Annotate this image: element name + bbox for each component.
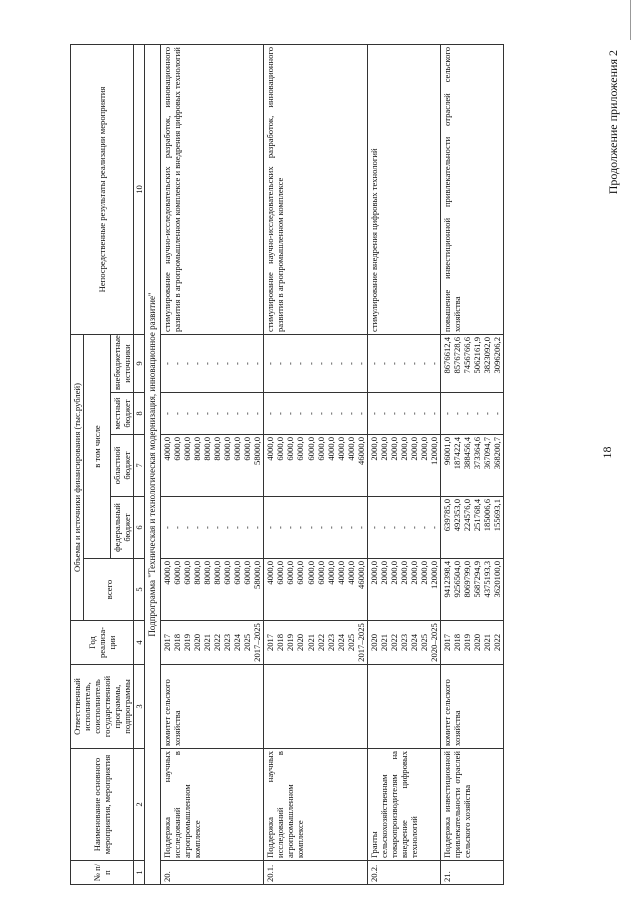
cell-line: - [252, 526, 263, 529]
cell-line: - [212, 412, 223, 415]
cell-line: 12000,0 [429, 561, 440, 589]
cell-line: - [285, 412, 296, 415]
cell-line: 2018 [452, 633, 463, 652]
cell-line: - [305, 526, 316, 529]
row-local [264, 393, 367, 435]
cell-line: 2023 [398, 633, 409, 652]
cell-line: - [191, 362, 202, 365]
cell-line: - [482, 412, 493, 415]
cell-line: 2000,0 [398, 561, 409, 585]
row-local [367, 393, 440, 435]
cell-line: 224576,0 [462, 499, 473, 532]
cell-line: - [429, 526, 440, 529]
cell-line: 2000,0 [378, 561, 389, 585]
cell-line: 2025 [345, 633, 356, 652]
cell-line: 6000,0 [222, 561, 233, 585]
cell-line: 8676612,4 [442, 336, 453, 374]
cell-line: 2018 [171, 633, 182, 652]
cell-line: - [442, 412, 453, 415]
cell-line: - [161, 362, 172, 365]
header-local: местный бюджет [111, 393, 134, 435]
cell-line: 5687294,9 [472, 561, 483, 598]
cell-line: 6000,0 [305, 561, 316, 585]
column-number: 7 [134, 435, 145, 497]
cell-line: 2022 [212, 633, 223, 652]
cell-line: 3620100,0 [492, 561, 503, 598]
cell-line: 46000,0 [355, 437, 366, 465]
cell-line: - [378, 526, 389, 529]
cell-line: - [232, 526, 243, 529]
cell-line: 4000,0 [335, 561, 346, 585]
header-results: Непосредственные результаты реализации мероприятия [71, 44, 134, 334]
column-number: 4 [134, 621, 145, 665]
funding-table [70, 44, 504, 885]
row-federal [264, 497, 367, 559]
cell-line: - [368, 362, 379, 365]
cell-line: 2018 [275, 633, 286, 652]
cell-line: - [305, 362, 316, 365]
row-result: стимулирование научно-исследовательских разработок, инновационного развития в агропромышленном комплексе и внедрения цифровых технологий [160, 44, 263, 334]
cell-line: 2022 [315, 633, 326, 652]
cell-line: - [398, 412, 409, 415]
row-years [160, 621, 263, 665]
cell-line: 2000,0 [408, 437, 419, 461]
cell-line: 8069799,0 [462, 561, 473, 598]
cell-line: 9256504,0 [452, 561, 463, 598]
cell-line: - [429, 412, 440, 415]
column-number: 2 [134, 749, 145, 861]
cell-line: - [408, 362, 419, 365]
cell-line: 2000,0 [378, 437, 389, 461]
row-extra [441, 334, 504, 392]
cell-line: 6000,0 [305, 437, 316, 461]
row-regional [160, 435, 263, 497]
cell-line: 2022 [492, 633, 503, 652]
cell-line: 2020 [295, 633, 306, 652]
cell-line: 8000,0 [202, 561, 213, 585]
cell-line: 2020 [191, 633, 202, 652]
cell-line: 2025 [419, 633, 430, 652]
cell-line: 2000,0 [388, 561, 399, 585]
cell-line: - [388, 412, 399, 415]
cell-line: 9412398,4 [442, 561, 453, 598]
row-name: Поддержка научных исследований в агропромышленном комплексе [264, 749, 367, 861]
cell-line: 6000,0 [285, 437, 296, 461]
cell-line: - [419, 412, 430, 415]
cell-line: 367094,7 [482, 437, 493, 470]
row-executor [367, 665, 440, 749]
cell-line: - [398, 526, 409, 529]
cell-line: - [378, 362, 389, 365]
cell-line: - [181, 362, 192, 365]
cell-line: 2019 [181, 633, 192, 652]
cell-line: - [202, 412, 213, 415]
row-name: Поддержка научных исследований в агропромышленном комплексе [160, 749, 263, 861]
cell-line: 2019 [285, 633, 296, 652]
row-years [441, 621, 504, 665]
cell-line: - [492, 412, 503, 415]
cell-line: - [212, 526, 223, 529]
cell-line: - [315, 526, 326, 529]
cell-line: 2021 [482, 633, 493, 652]
cell-line: 6000,0 [242, 561, 253, 585]
row-total [160, 559, 263, 621]
cell-line: 3823092,0 [482, 336, 493, 374]
row-regional [367, 435, 440, 497]
cell-line: 6000,0 [295, 561, 306, 585]
row-local [160, 393, 263, 435]
corner-rule [630, 0, 631, 40]
cell-line: 8576728,6 [452, 336, 463, 374]
subprogram-row [145, 44, 161, 884]
cell-line: - [355, 412, 366, 415]
cell-line: - [181, 526, 192, 529]
cell-line: - [345, 526, 356, 529]
cell-line: 2022 [388, 633, 399, 652]
cell-line: - [171, 412, 182, 415]
cell-line: 2017–2025 [355, 623, 366, 662]
cell-line: 2024 [335, 633, 346, 652]
cell-line: 12000,0 [429, 437, 440, 465]
cell-line: - [335, 412, 346, 415]
cell-line: - [368, 526, 379, 529]
cell-line: 2021 [305, 633, 316, 652]
cell-line: - [265, 526, 276, 529]
column-number: 9 [134, 334, 145, 392]
cell-line: 58000,0 [252, 437, 263, 465]
header-extra: внебюджетные источники [111, 334, 134, 392]
cell-line: 4000,0 [161, 437, 172, 461]
cell-line: 4000,0 [345, 437, 356, 461]
row-extra [367, 334, 440, 392]
row-extra [160, 334, 263, 392]
cell-line: 155693,1 [492, 499, 503, 532]
header-row-1 [71, 44, 84, 884]
cell-line: - [285, 526, 296, 529]
row-result: стимулирование внедрения цифровых технологий [367, 44, 440, 334]
cell-line: 2017–2025 [252, 623, 263, 662]
cell-line: 373364,6 [472, 437, 483, 470]
cell-line: 4000,0 [161, 561, 172, 585]
cell-line: 2024 [232, 633, 243, 652]
cell-line: - [419, 526, 430, 529]
cell-line: 6000,0 [275, 561, 286, 585]
cell-line: 639785,0 [442, 499, 453, 532]
table-row [160, 44, 263, 884]
cell-line: 58000,0 [252, 561, 263, 589]
header-funding: Объемы и источники финансирования (тыс.рублей) [71, 334, 84, 620]
table-row [367, 44, 440, 884]
cell-line: - [222, 526, 233, 529]
header-name: Наименование основного мероприятия, мероприятия [71, 749, 134, 861]
header-executor: Ответственный исполнитель, соисполнитель государственной программы, подпрограммы [71, 665, 134, 749]
cell-line: - [452, 412, 463, 415]
cell-line: 187422,4 [452, 437, 463, 470]
row-years [367, 621, 440, 665]
cell-line: 6000,0 [315, 561, 326, 585]
cell-line: - [265, 412, 276, 415]
cell-line: 6000,0 [232, 437, 243, 461]
cell-line: 2020–2025 [429, 623, 440, 662]
cell-line: 4375193,3 [482, 561, 493, 598]
cell-line: - [295, 362, 306, 365]
cell-line: 2019 [462, 633, 473, 652]
cell-line: 4000,0 [265, 561, 276, 585]
cell-line: - [462, 412, 473, 415]
cell-line: 2020 [472, 633, 483, 652]
cell-line: - [202, 362, 213, 365]
cell-line: 8000,0 [202, 437, 213, 461]
cell-line: 2024 [408, 633, 419, 652]
row-total [367, 559, 440, 621]
header-num: № п/п [71, 861, 134, 885]
column-number: 5 [134, 559, 145, 621]
cell-line: 2023 [222, 633, 233, 652]
cell-line: 6000,0 [232, 561, 243, 585]
cell-line: 96001,0 [442, 437, 453, 465]
cell-line: 6000,0 [171, 437, 182, 461]
header-regional: областной бюджет [111, 435, 134, 497]
subprogram-title: Подпрограмма "Техническая и технологическая модернизация, инновационное развитие" [145, 44, 161, 884]
cell-line: 8000,0 [212, 561, 223, 585]
cell-line: - [368, 412, 379, 415]
cell-line: - [429, 362, 440, 365]
row-local [441, 393, 504, 435]
cell-line: - [355, 362, 366, 365]
cell-line: 492353,0 [452, 499, 463, 532]
column-number-row [134, 44, 145, 884]
cell-line: - [242, 362, 253, 365]
cell-line: - [408, 526, 419, 529]
cell-line: 2000,0 [398, 437, 409, 461]
continuation-title: Продолжение приложения 2 [606, 50, 620, 195]
cell-line: 2023 [325, 633, 336, 652]
cell-line: - [242, 412, 253, 415]
row-federal [441, 497, 504, 559]
cell-line: - [345, 412, 356, 415]
cell-line: - [181, 412, 192, 415]
cell-line: - [275, 362, 286, 365]
cell-line: 2021 [378, 633, 389, 652]
cell-line: - [408, 412, 419, 415]
column-number: 8 [134, 393, 145, 435]
cell-line: - [285, 362, 296, 365]
cell-line: 2000,0 [419, 561, 430, 585]
cell-line: - [305, 412, 316, 415]
row-regional [264, 435, 367, 497]
header-year: Год реализа-ции [71, 621, 134, 665]
cell-line: 2017 [442, 633, 453, 652]
cell-line: 6000,0 [171, 561, 182, 585]
cell-line: 4000,0 [325, 437, 336, 461]
column-number: 10 [134, 44, 145, 334]
row-total [264, 559, 367, 621]
cell-line: - [345, 362, 356, 365]
cell-line: - [275, 412, 286, 415]
cell-line: 388456,4 [462, 437, 473, 470]
cell-line: - [222, 362, 233, 365]
cell-line: - [171, 362, 182, 365]
cell-line: - [295, 526, 306, 529]
cell-line: - [355, 526, 366, 529]
cell-line: - [325, 526, 336, 529]
cell-line: 6000,0 [181, 437, 192, 461]
cell-line: 2020 [368, 633, 379, 652]
cell-line: - [232, 412, 243, 415]
row-result: стимулирование научно-исследовательских разработок, инновационного развития в агропромышленном комплексе [264, 44, 367, 334]
cell-line: 251768,4 [472, 499, 483, 532]
row-result: повышение инвестиционной привлекательности отраслей сельского хозяйства [441, 44, 504, 334]
cell-line: 2021 [202, 633, 213, 652]
cell-line: 2000,0 [388, 437, 399, 461]
cell-line: - [191, 412, 202, 415]
row-num: 20.2. [367, 861, 440, 885]
cell-line: 6000,0 [295, 437, 306, 461]
cell-line: 6000,0 [285, 561, 296, 585]
cell-line: 8000,0 [191, 437, 202, 461]
table-row [264, 44, 367, 884]
cell-line: 6000,0 [181, 561, 192, 585]
cell-line: - [325, 412, 336, 415]
cell-line: - [295, 412, 306, 415]
cell-line: 4000,0 [265, 437, 276, 461]
cell-line: - [315, 362, 326, 365]
cell-line: - [388, 526, 399, 529]
row-executor [264, 665, 367, 749]
cell-line: 2000,0 [368, 561, 379, 585]
row-federal [367, 497, 440, 559]
cell-line: 6000,0 [222, 437, 233, 461]
cell-line: - [191, 526, 202, 529]
cell-line: - [419, 362, 430, 365]
cell-line: - [335, 526, 346, 529]
cell-line: 2000,0 [419, 437, 430, 461]
cell-line: 6000,0 [315, 437, 326, 461]
cell-line: 8000,0 [212, 437, 223, 461]
cell-line: - [335, 362, 346, 365]
page-number: 18 [600, 446, 614, 459]
cell-line: - [212, 362, 223, 365]
cell-line: - [161, 526, 172, 529]
row-num: 20. [160, 861, 263, 885]
cell-line: 2017 [161, 633, 172, 652]
cell-line: - [275, 526, 286, 529]
cell-line: - [388, 362, 399, 365]
table-row [441, 44, 504, 884]
cell-line: - [315, 412, 326, 415]
cell-line: 46000,0 [355, 561, 366, 589]
cell-line: 8000,0 [191, 561, 202, 585]
header-federal: федеральный бюджет [111, 497, 134, 559]
cell-line: - [242, 526, 253, 529]
row-total [441, 559, 504, 621]
cell-line: 2017 [265, 633, 276, 652]
cell-line: 185006,6 [482, 499, 493, 532]
column-number: 3 [134, 665, 145, 749]
cell-line: - [472, 412, 483, 415]
row-federal [160, 497, 263, 559]
header-total: всего [84, 559, 134, 621]
cell-line: 2000,0 [408, 561, 419, 585]
row-executor: комитет сельского хозяйства [160, 665, 263, 749]
cell-line: 6000,0 [275, 437, 286, 461]
cell-line: 2000,0 [368, 437, 379, 461]
cell-line: 4000,0 [345, 561, 356, 585]
cell-line: - [398, 362, 409, 365]
cell-line: - [202, 526, 213, 529]
column-number: 1 [134, 861, 145, 885]
cell-line: 368200,7 [492, 437, 503, 470]
row-regional [441, 435, 504, 497]
cell-line: - [232, 362, 243, 365]
header-incl: в том числе [84, 334, 111, 558]
cell-line: - [378, 412, 389, 415]
cell-line: 6000,0 [242, 437, 253, 461]
cell-line: - [252, 412, 263, 415]
cell-line: - [265, 362, 276, 365]
row-years [264, 621, 367, 665]
cell-line: 5062161,9 [472, 336, 483, 374]
cell-line: - [171, 526, 182, 529]
cell-line: 4000,0 [325, 561, 336, 585]
row-name: Гранты сельскохозяйственным товаропроизводителям на внедрение цифровых технологий [367, 749, 440, 861]
cell-line: 7456766,6 [462, 336, 473, 374]
cell-line: 4000,0 [335, 437, 346, 461]
cell-line: - [325, 362, 336, 365]
cell-line: 3096206,2 [492, 336, 503, 374]
row-name: Поддержка инвестиционной привлекательности отраслей сельского хозяйства [441, 749, 504, 861]
cell-line: - [222, 412, 233, 415]
cell-line: - [252, 362, 263, 365]
row-num: 20.1. [264, 861, 367, 885]
column-number: 6 [134, 497, 145, 559]
row-executor: комитет сельского хозяйства [441, 665, 504, 749]
cell-line: - [161, 412, 172, 415]
row-num: 21. [441, 861, 504, 885]
cell-line: 2025 [242, 633, 253, 652]
row-extra [264, 334, 367, 392]
